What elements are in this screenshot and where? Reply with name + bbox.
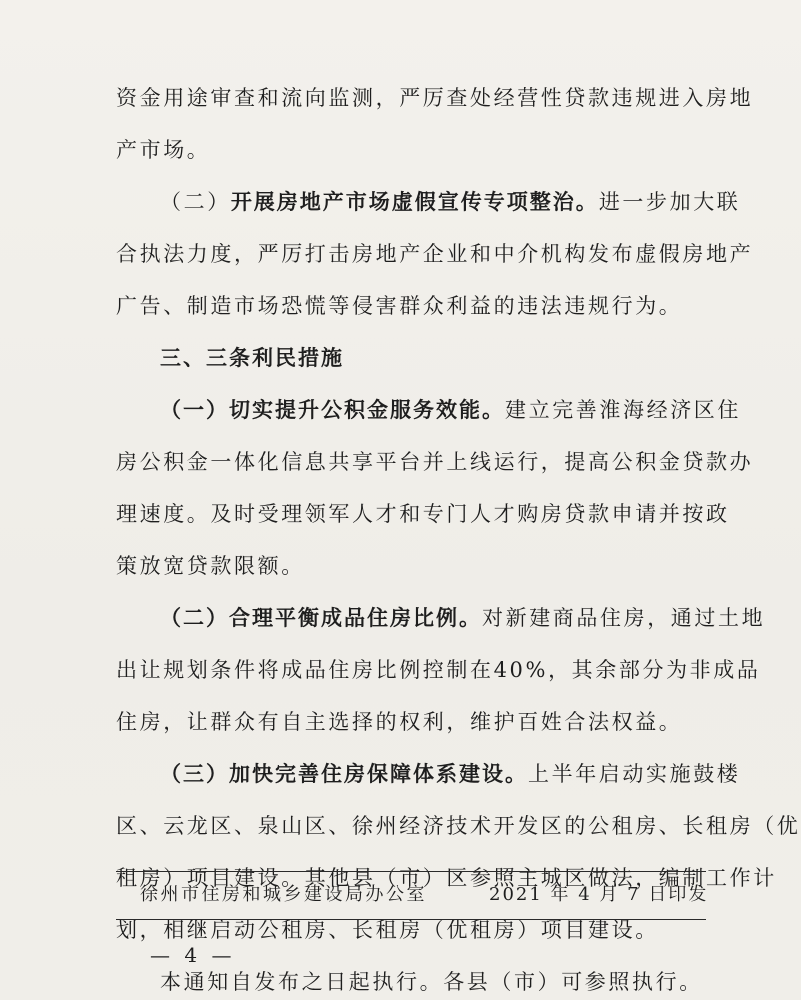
paragraph-lead: （三）加快完善住房保障体系建设。 <box>160 762 528 786</box>
paragraph-first-line <box>116 176 741 228</box>
text-line: 广告、制造市场恐慌等侵害群众利益的违法违规行为。 <box>116 294 683 318</box>
text-line: 理速度。及时受理领军人才和专门人才购房贷款申请并按政 <box>116 502 730 526</box>
paragraph-text: 进一步加大联 <box>598 190 741 214</box>
text-line: 资金用途审查和流向监测，严厉查处经营性贷款违规进入房地 <box>116 86 754 110</box>
paragraph-lead: 开展房地产市场虚假宣传专项整治。 <box>230 190 599 214</box>
closing-sentence: 本通知自发布之日起执行。各县（市）可参照执行。 <box>160 970 703 994</box>
text-line: 合执法力度，严厉打击房地产企业和中介机构发布虚假房地产 <box>116 242 754 266</box>
paragraph-text: 建立完善淮海经济区住 <box>505 398 741 422</box>
paragraph-first-line <box>116 592 766 644</box>
text-line: 划，相继启动公租房、长租房（优租房）项目建设。 <box>116 918 659 942</box>
text-line: 租房）项目建设。其他县（市）区参照主城区做法，编制工作计 <box>116 866 777 890</box>
text-line: 出让规划条件将成品住房比例控制在40%，其余部分为非成品 <box>116 658 761 682</box>
paragraph-marker: （二） <box>160 190 231 214</box>
paragraph-text: 对新建商品住房，通过土地 <box>482 606 766 630</box>
text-line: 房公积金一体化信息共享平台并上线运行，提高公积金贷款办 <box>116 450 754 474</box>
text-line: 区、云龙区、泉山区、徐州经济技术开发区的公租房、长租房（优 <box>116 814 801 838</box>
text-line: 产市场。 <box>116 138 211 162</box>
section-heading: 三、三条利民措施 <box>160 346 344 370</box>
footer-bottom-rule <box>116 919 706 920</box>
paragraph-first-line <box>116 384 741 436</box>
text-line: 住房，让群众有自主选择的权利，维护百姓合法权益。 <box>116 710 683 734</box>
paragraph-lead: （二）合理平衡成品住房比例。 <box>160 606 482 630</box>
paragraph-first-line <box>116 748 741 800</box>
document-body <box>116 72 801 1000</box>
paragraph-text: 上半年启动实施鼓楼 <box>528 762 741 786</box>
issue-date: 2021 年 4 月 7 日印发 <box>489 884 709 905</box>
text-line: 策放宽贷款限额。 <box>116 554 305 578</box>
paragraph-lead: （一）切实提升公积金服务效能。 <box>160 398 505 422</box>
issuing-office: 徐州市住房和城乡建设局办公室 <box>140 884 427 905</box>
page-number: — 4 — <box>150 943 236 967</box>
